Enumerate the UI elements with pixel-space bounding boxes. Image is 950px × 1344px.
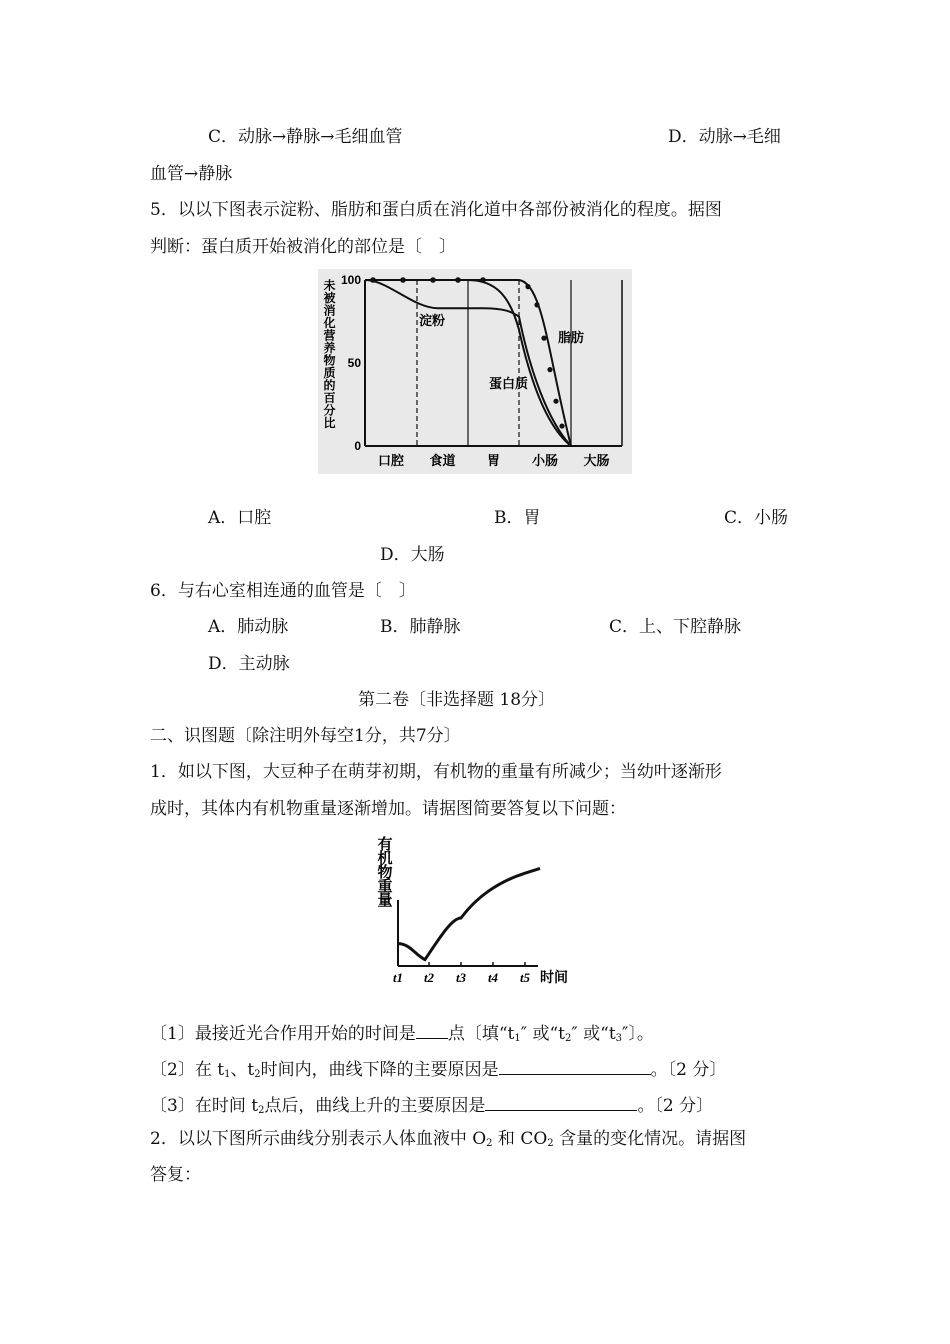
p1-sub1-text-e: ″〕。 <box>622 1024 654 1044</box>
q6-option-b: B．肺静脉 <box>380 617 461 637</box>
q6-stem: 6．与右心室相连通的血管是〔 〕 <box>150 581 416 601</box>
q5-stem-line1: 5．以以下图表示淀粉、脂肪和蛋白质在消化道中各部份被消化的程度。据图 <box>150 200 722 220</box>
organic-chart-xtick: t4 <box>487 970 499 985</box>
p1-sub2-text-a: 〔2〕在 t <box>150 1060 225 1080</box>
digestion-chart <box>318 269 632 474</box>
digestion-chart-ytick: 100 <box>340 273 361 287</box>
digestion-chart-ylabel: 未被消化营养物质的百分比 <box>322 279 336 429</box>
q5-option-d: D．大肠 <box>380 545 445 565</box>
fat-line-dot <box>547 367 552 372</box>
p2-stem-line2: 答复： <box>150 1165 201 1185</box>
fat-line-dot <box>525 284 530 289</box>
p1-sub1-idx3: 3 <box>615 1033 623 1044</box>
q6-option-c: C．上、下腔静脉 <box>609 617 742 637</box>
p1-sub2 <box>150 1056 726 1087</box>
p1-sub2-idx2: 2 <box>254 1069 261 1080</box>
section2-title: 二、识图题〔除注明外每空1分，共7分〕 <box>150 726 461 746</box>
p1-sub1-text-d: ″ 或“t <box>571 1024 616 1044</box>
q5-option-c: C．小肠 <box>724 508 789 528</box>
digestion-chart-ytick: 50 <box>347 356 361 370</box>
p1-sub3-idx: 2 <box>258 1105 265 1116</box>
q5-option-b: B．胃 <box>494 508 541 528</box>
fat-line-dot <box>534 302 539 307</box>
p1-sub2-text-d: 。〔2 分〕 <box>650 1060 727 1080</box>
digestion-chart-xtick: 食道 <box>429 453 456 468</box>
p1-sub2-blank[interactable] <box>499 1056 651 1075</box>
q4-option-d-cont: 血管→静脉 <box>150 164 233 184</box>
fat-line-dot <box>455 277 461 283</box>
organic-chart-xlabel: 时间 <box>540 969 568 985</box>
fat-line-dot <box>370 277 376 283</box>
organic-weight-chart <box>370 832 580 990</box>
fat-line-dot <box>553 399 558 404</box>
p1-stem-line1: 1．如以下图，大豆种子在萌芽初期，有机物的重量有所减少；当幼叶逐渐形 <box>150 762 722 782</box>
p1-sub3-text-c: 。〔2 分〕 <box>637 1096 714 1116</box>
p1-sub2-text-c: 时间内，曲线下降的主要原因是 <box>260 1060 499 1080</box>
digestion-chart-ytick: 0 <box>354 439 361 453</box>
organic-weight-curve <box>398 868 540 959</box>
p2-o2-idx: 2 <box>486 1138 493 1149</box>
p1-sub1-text-a: 〔1〕最接近光合作用开始的时间是 <box>150 1024 416 1044</box>
p1-stem-line2: 成时，其体内有机物重量逐渐增加。请据图简要答复以下问题： <box>150 799 626 819</box>
p1-sub3-blank[interactable] <box>485 1092 637 1111</box>
protein-label: 蛋白质 <box>489 376 529 391</box>
p1-sub1-idx2: 2 <box>565 1033 572 1044</box>
p1-sub1-blank[interactable] <box>416 1020 448 1039</box>
digestion-chart-xtick: 大肠 <box>583 453 610 468</box>
q4-option-c: C．动脉→静脉→毛细血管 <box>208 127 403 147</box>
p1-sub1-text-b: 点〔填“t <box>447 1024 515 1044</box>
digestion-chart-xtick: 小肠 <box>531 453 559 468</box>
digestion-chart-xtick: 口腔 <box>377 453 405 468</box>
q5-option-a: A．口腔 <box>208 508 272 528</box>
q6-option-d: D．主动脉 <box>208 654 290 674</box>
p2-stem-b: 和 CO <box>492 1129 548 1149</box>
p1-sub2-text-b: 、t <box>230 1060 255 1080</box>
p2-stem-c: 含量的变化情况。请据图 <box>553 1129 747 1149</box>
p1-sub1-text-c: ″ 或“t <box>520 1024 566 1044</box>
q5-stem-line2: 判断：蛋白质开始被消化的部位是〔 〕 <box>150 237 456 257</box>
starch-label: 淀粉 <box>419 313 446 328</box>
q4-option-d: D．动脉→毛细 <box>668 127 781 147</box>
p2-co2-idx: 2 <box>547 1138 554 1149</box>
p1-sub3 <box>150 1092 713 1123</box>
digestion-chart-xtick: 胃 <box>486 453 501 468</box>
p1-sub2-idx1: 1 <box>224 1069 231 1080</box>
fat-line-dot <box>559 423 564 428</box>
fat-line-dot <box>480 277 486 283</box>
p1-sub3-text-b: 点后，曲线上升的主要原因是 <box>264 1096 486 1116</box>
organic-weight-chart-ylabel: 有机物重量 <box>375 836 393 906</box>
p2-stem-line1 <box>150 1127 746 1156</box>
organic-chart-xtick: t2 <box>423 970 435 985</box>
part2-title: 第二卷〔非选择题 18分〕 <box>358 690 556 710</box>
q6-option-a: A．肺动脉 <box>208 617 289 637</box>
organic-chart-xtick: t3 <box>455 970 467 985</box>
organic-chart-xtick: t1 <box>392 970 404 985</box>
organic-chart-xtick: t5 <box>519 970 531 985</box>
p2-stem-a: 2．以以下图所示曲线分别表示人体血液中 O <box>150 1129 487 1149</box>
fat-line-dot <box>430 277 436 283</box>
fat-line-dot <box>400 277 406 283</box>
p1-sub3-text-a: 〔3〕在时间 t <box>150 1096 259 1116</box>
fat-label: 脂肪 <box>558 330 585 345</box>
p1-sub1-idx1: 1 <box>514 1033 521 1044</box>
fat-line-dot <box>541 336 546 341</box>
p1-sub1 <box>150 1020 654 1051</box>
